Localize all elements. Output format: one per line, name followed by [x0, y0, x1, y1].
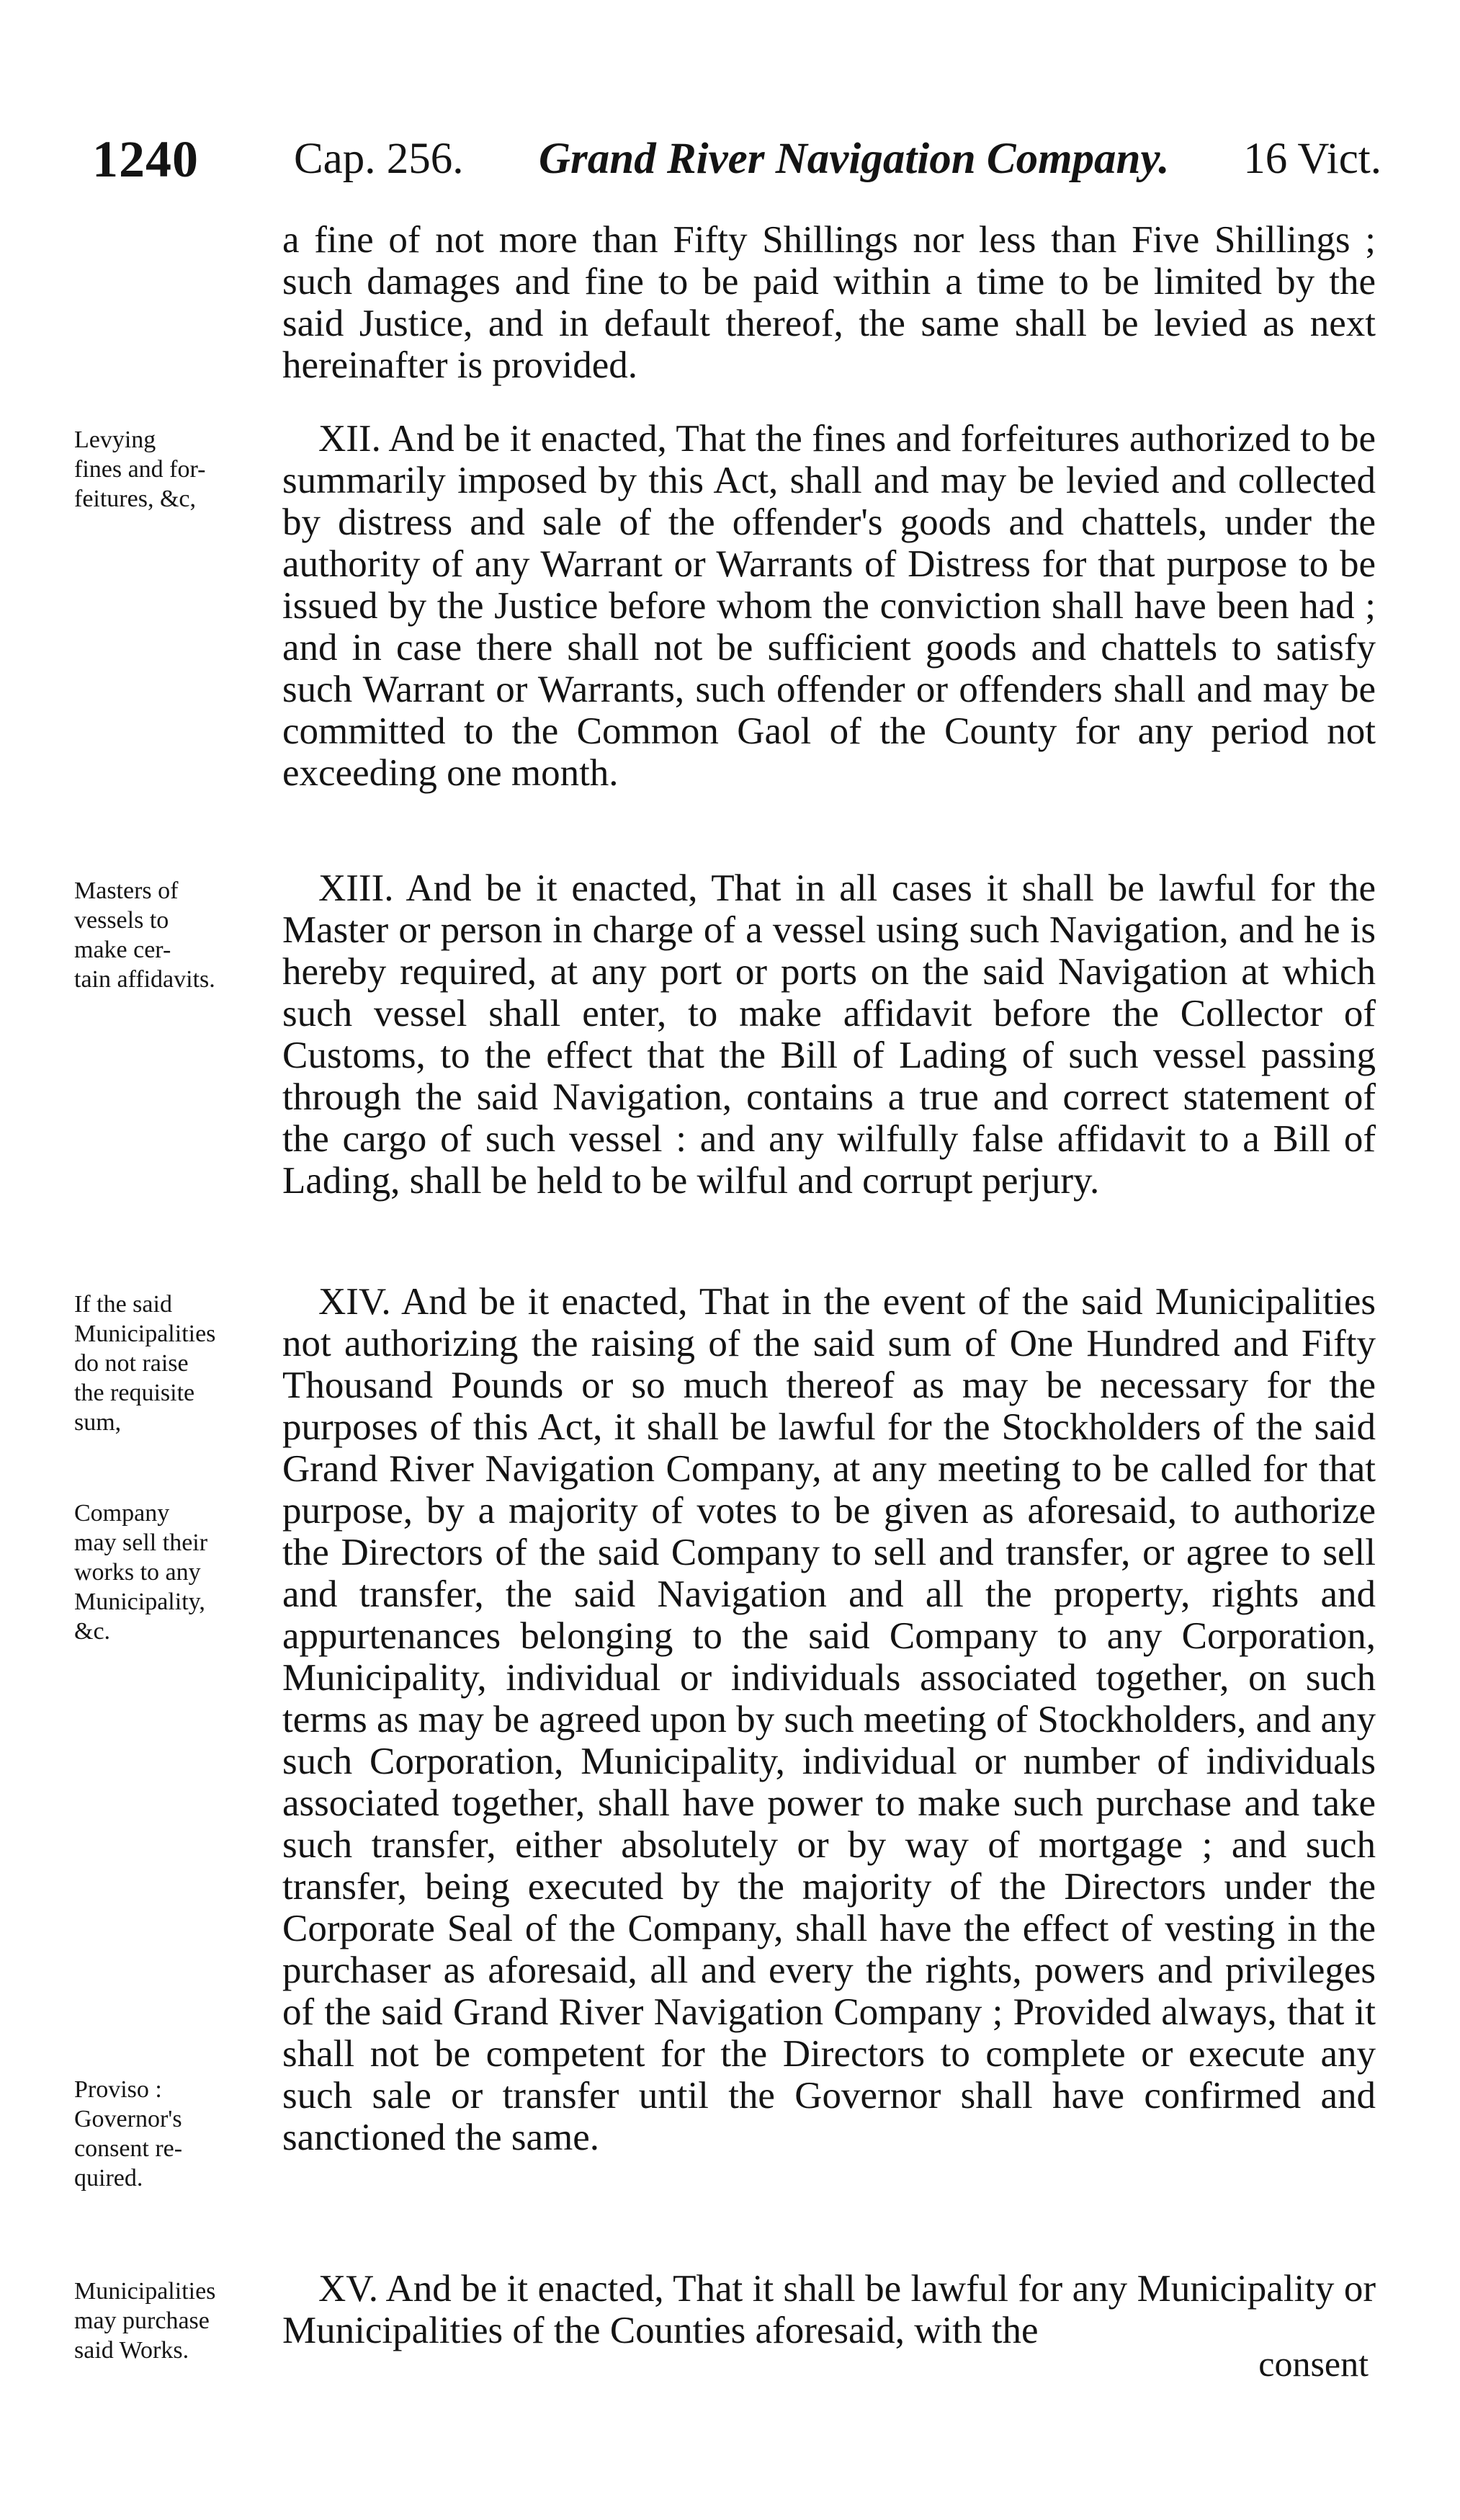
- paragraph-continuation: a fine of not more than Fifty Shillings nor less than Five Shillings ; such damages and fine to be paid within a time to be limited by the said Justice, and in default thereof, the same shall be levied as next hereinafter is provided.: [282, 219, 1376, 386]
- section-xiii: XIII. And be it enacted, That in all cases it shall be lawful for the Master or person in charge of a vessel using such Navigation, and he is hereby required, at any port or ports on the said Navigation at which such vessel shall enter, to make affidavit before the Collector of Customs, to the effect that the Bill of Lading of such vessel passing through the said Navigation, contains a true and correct statement of the cargo of such vessel : and any wilfully false affidavit to a Bill of Lading, shall be held to be wilful and corrupt perjury.: [282, 867, 1376, 1202]
- side-note-municipalities-not-raise: If the said Municipalities do not raise the requisite sum,: [74, 1291, 216, 1436]
- side-note-company-may-sell: Company may sell their works to any Municipality, &c.: [74, 1500, 208, 1645]
- regnal-year: 16 Vict.: [1243, 135, 1381, 183]
- section-xv: XV. And be it enacted, That it shall be lawful for any Municipality or Municipalities of the Counties aforesaid, with the: [282, 2268, 1376, 2351]
- side-note-proviso-governor: Proviso : Governor's consent re- quired.: [74, 2076, 183, 2191]
- chapter-number: Cap. 256.: [294, 135, 464, 183]
- side-note-municipalities-purchase: Municipalities may purchase said Works.: [74, 2278, 216, 2364]
- running-header: [92, 130, 1389, 202]
- section-xiv: XIV. And be it enacted, That in the event of the said Municipalities not authorizing the raising of the said sum of One Hundred and Fifty Thousand Pounds or so much thereof as may be necessary for the purposes of this Act, it shall be lawful for the Stockholders of the said Grand River Navigation Company, at any meeting to be called for that purpose, by a majority of votes to be given as aforesaid, to authorize the Directors of the said Company to sell and transfer, or agree to sell and transfer, the said Navigation and all the property, rights and appurtenances belonging to the said Company to any Corporation, Municipality, individual or individuals associated together, on such terms as may be agreed upon by such meeting of Stockholders, and any such Corporation, Municipality, individual or number of individuals associated together, shall have power to make such purchase and take such transfer, either absolutely or by way of mortgage ; and such transfer, being executed by the majority of the Directors under the Corporate Seal of the Company, shall have the effect of vesting in the purchaser as aforesaid, all and every the rights, powers and privileges of the said Grand River Navigation Company ; Provided always, that it shall not be competent for the Directors to complete or execute any such sale or transfer until the Governor shall have confirmed and sanctioned the same.: [282, 1281, 1376, 2158]
- section-xii: XII. And be it enacted, That the fines and forfeitures authorized to be summarily imposed by this Act, shall and may be levied and collected by distress and sale of the offender's goods and chattels, under the authority of any Warrant or Warrants of Distress for that purpose to be issued by the Justice before whom the conviction shall have been had ; and in case there shall not be sufficient goods and chattels to satisfy such Warrant or Warrants, such offender or offenders shall and may be committed to the Common Gaol of the County for any period not exceeding one month.: [282, 418, 1376, 794]
- side-note-masters-affidavits: Masters of vessels to make cer- tain affidavits.: [74, 877, 215, 993]
- page-number: 1240: [92, 130, 199, 188]
- side-note-levying-fines: Levying fines and for- feitures, &c,: [74, 426, 206, 512]
- running-title: Grand River Navigation Company.: [539, 135, 1170, 183]
- catchword: consent: [1258, 2343, 1369, 2384]
